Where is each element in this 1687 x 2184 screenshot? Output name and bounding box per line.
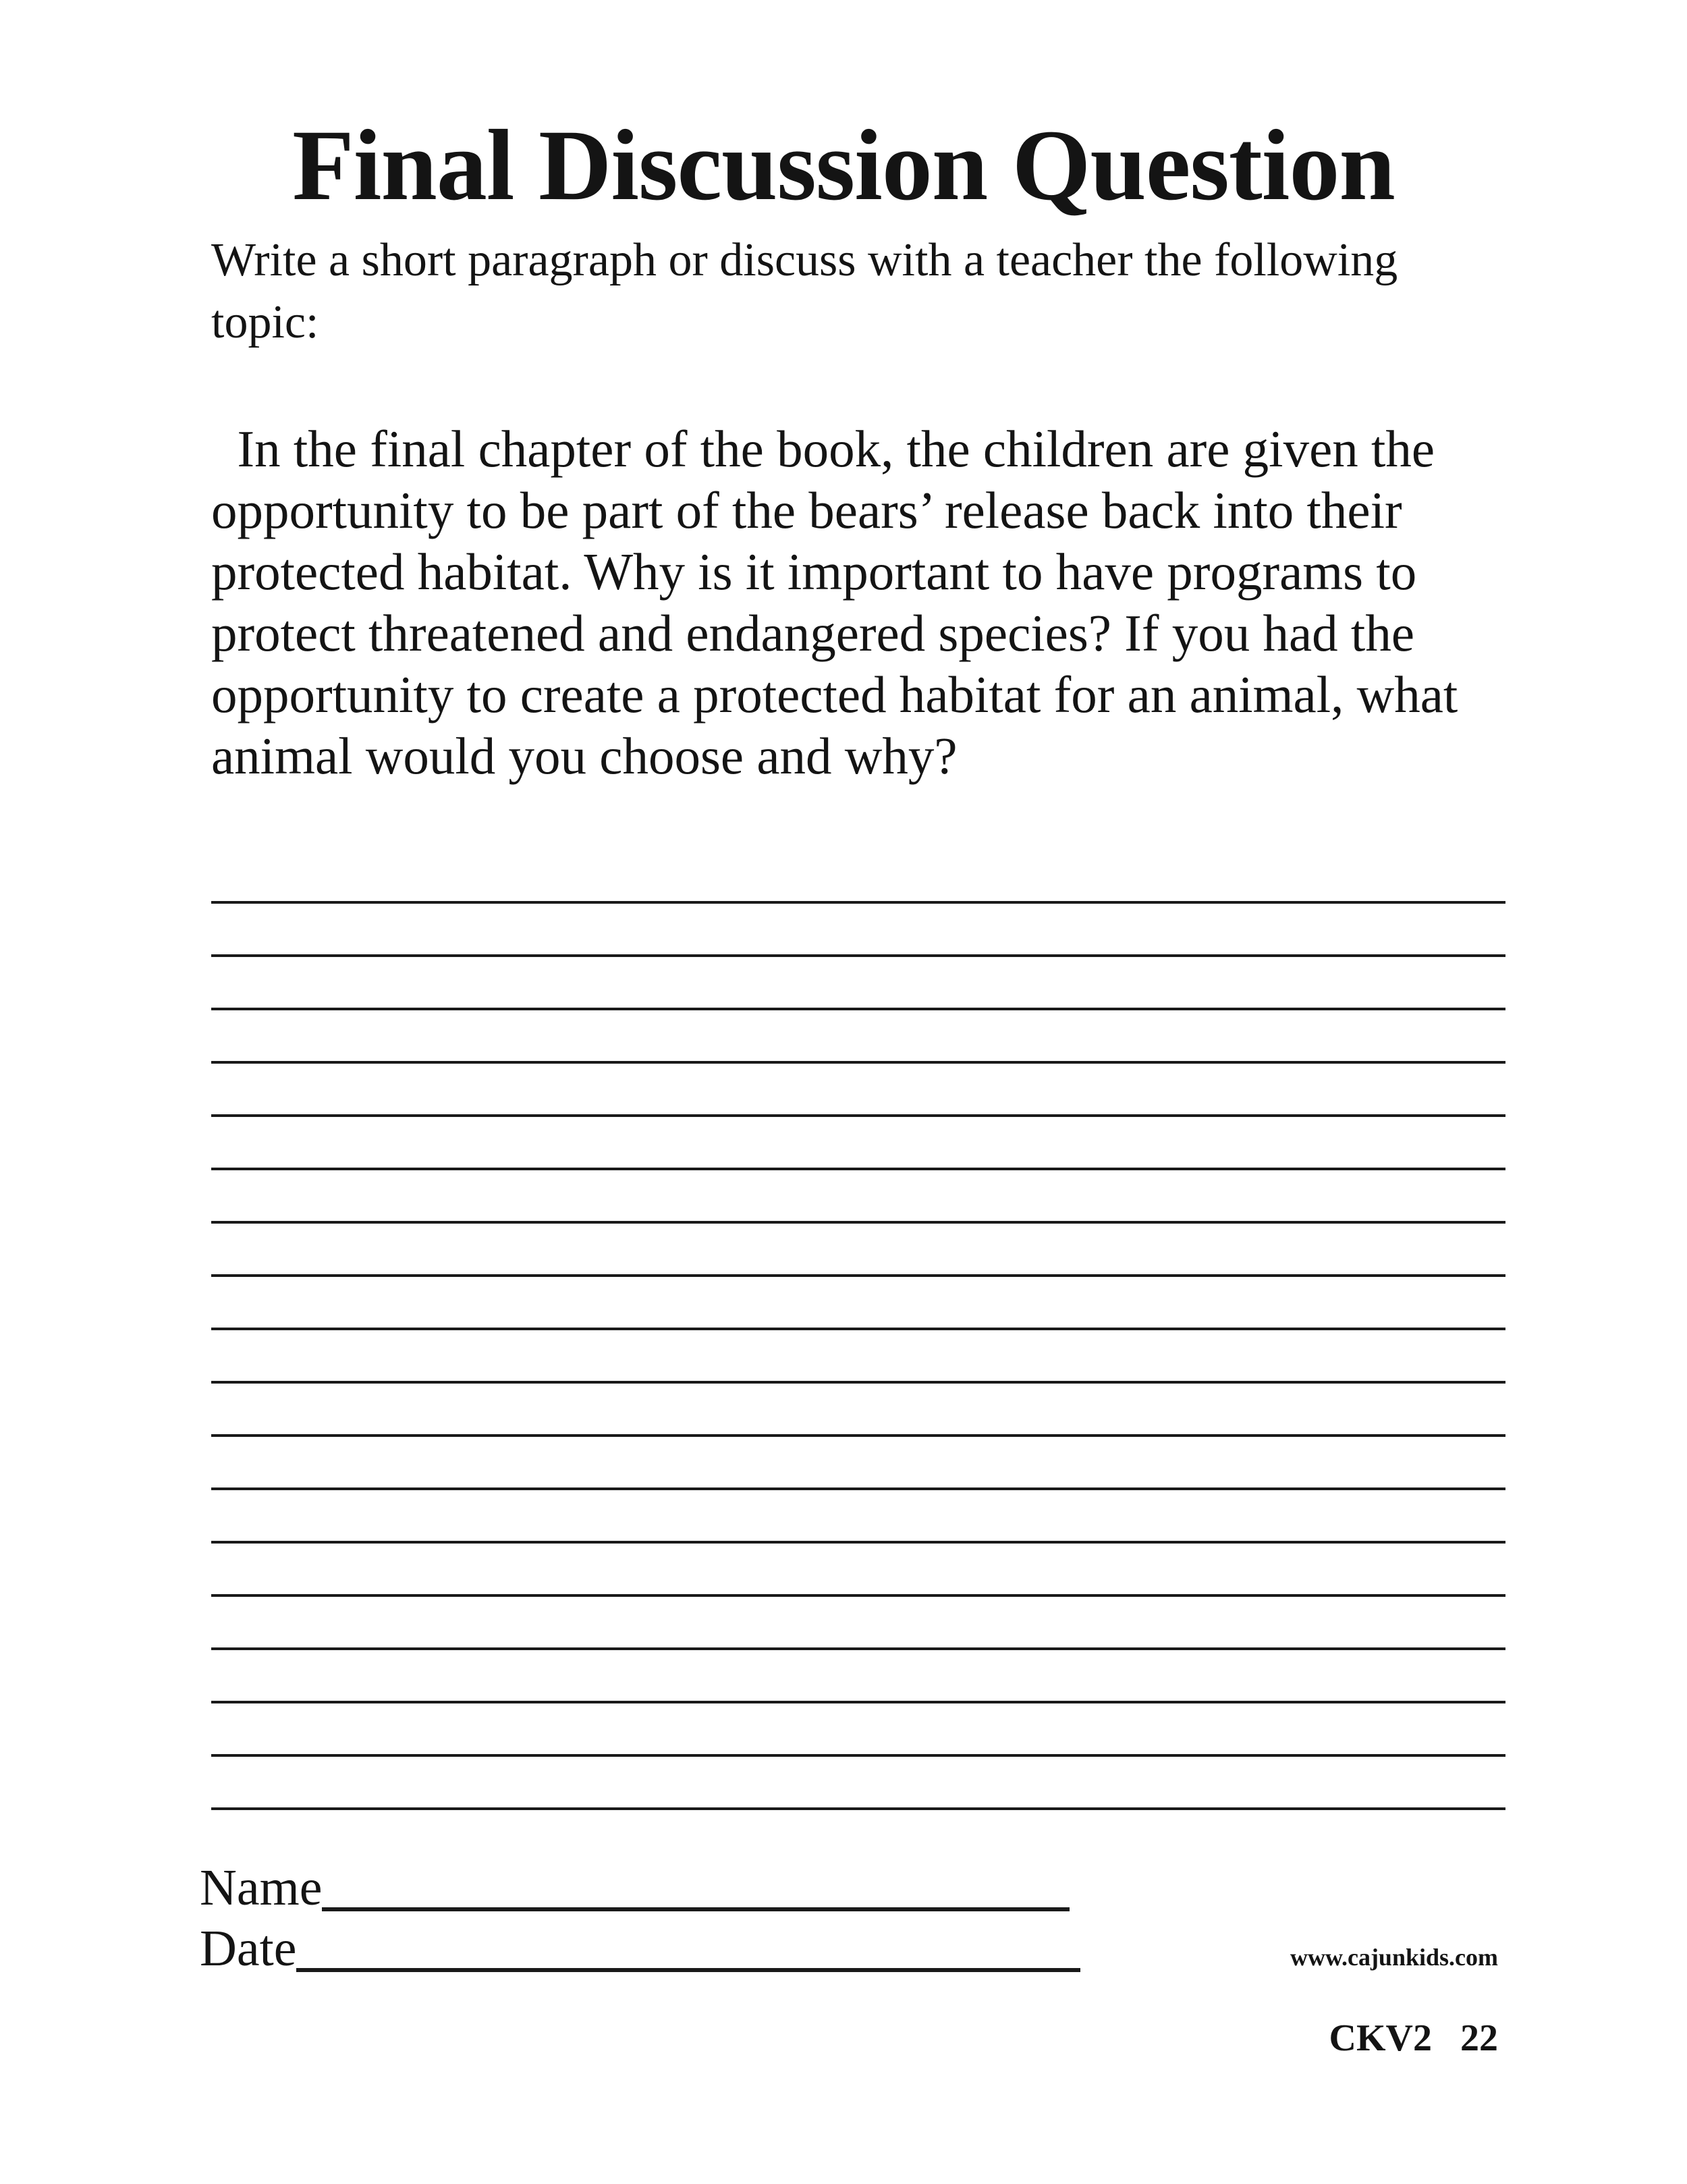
date-field-row	[200, 1921, 1080, 1976]
name-input-line[interactable]	[322, 1860, 1070, 1911]
name-label: Name	[200, 1859, 323, 1916]
writing-line[interactable]	[211, 1597, 1505, 1650]
writing-line[interactable]	[211, 957, 1505, 1010]
name-field-row	[200, 1860, 1070, 1915]
writing-line[interactable]	[211, 904, 1505, 957]
discussion-prompt-text: In the final chapter of the book, the children are given the opportunity to be part of the bears’ release back into their protected habitat. Why is it important to have programs to protect threatened and endangered species? If you had the opportunity to create a protected habitat for an animal, what animal would you choose and why?	[211, 420, 1458, 785]
writing-line[interactable]	[211, 1544, 1505, 1597]
writing-line[interactable]	[211, 1757, 1505, 1810]
discussion-prompt	[211, 418, 1527, 787]
writing-line[interactable]	[211, 1170, 1505, 1224]
answer-writing-area[interactable]	[211, 850, 1505, 1810]
writing-line[interactable]	[211, 1064, 1505, 1117]
writing-line[interactable]	[211, 1277, 1505, 1330]
writing-line[interactable]	[211, 1703, 1505, 1757]
page-title: Final Discussion Question	[292, 109, 1395, 221]
writing-line[interactable]	[211, 1490, 1505, 1544]
date-input-line[interactable]	[296, 1921, 1080, 1972]
page-code: CKV2	[1329, 2017, 1432, 2059]
writing-line[interactable]	[211, 1010, 1505, 1064]
page-footer-code	[1262, 2017, 1498, 2060]
writing-line[interactable]	[211, 1384, 1505, 1437]
writing-line[interactable]	[211, 1117, 1505, 1170]
writing-line[interactable]	[211, 1330, 1505, 1384]
writing-line[interactable]	[211, 850, 1505, 904]
date-label: Date	[200, 1920, 297, 1977]
website-link[interactable]: www.cajunkids.com	[1290, 1944, 1498, 1971]
page-number: 22	[1460, 2017, 1498, 2059]
writing-line[interactable]	[211, 1650, 1505, 1703]
writing-line[interactable]	[211, 1224, 1505, 1277]
instructions-text: Write a short paragraph or discuss with a teacher the following topic:	[211, 234, 1398, 348]
writing-line[interactable]	[211, 1437, 1505, 1490]
